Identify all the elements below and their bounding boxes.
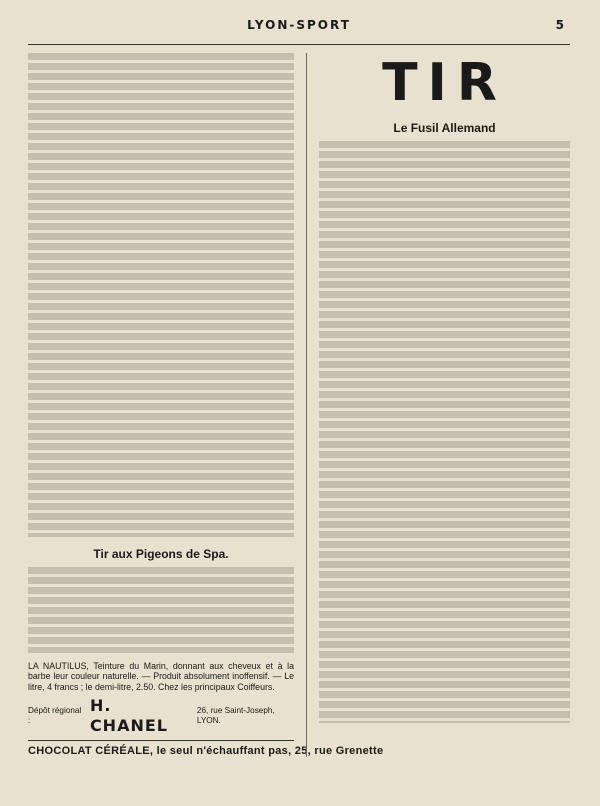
ad-paragraph-1: LA NAUTILUS, Teinture du Marin, donnant aux cheveux et à la barbe leur couleur naturelle. — Produit absolument inoffensif. — Le litre, 4 francs ; le demi-litre, 2.50. Chez les principaux Coiffeurs. — [28, 661, 294, 692]
page-number: 5 — [555, 18, 566, 32]
page-header — [28, 12, 570, 36]
right-column — [306, 53, 570, 757]
header-rule — [28, 44, 570, 45]
header-title: LYON-SPORT — [247, 18, 351, 32]
article-title: Le Fusil Allemand — [393, 121, 496, 135]
ad-depot-label: Dépôt régional : — [28, 705, 82, 726]
ad-brand: H. CHANEL — [89, 696, 168, 736]
left-column — [28, 53, 384, 758]
left-text-block-1 — [28, 53, 294, 537]
section-title-large: TIR — [382, 53, 507, 113]
left-section-title: Tir aux Pigeons de Spa. — [93, 547, 229, 561]
body-columns — [28, 53, 570, 757]
ad-address: 26, rue Saint-Joseph, LYON. — [196, 705, 275, 726]
ad-depot-line — [28, 696, 294, 736]
left-text-block-2 — [28, 567, 294, 653]
ad-footer: CHOCOLAT CÉRÉALE, le seul n'échauffant pas, 25, rue Grenette — [28, 740, 294, 757]
right-text-block — [319, 141, 570, 723]
